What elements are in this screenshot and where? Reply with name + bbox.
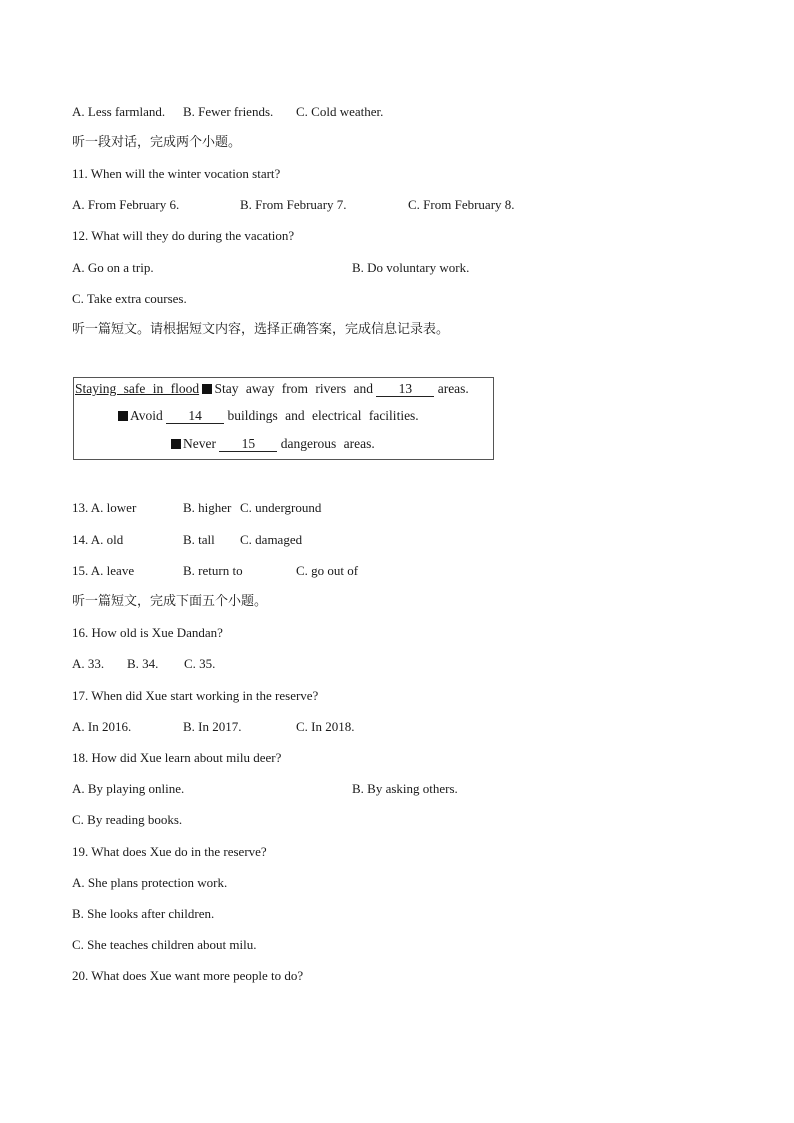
q13-option-c: C. underground — [240, 500, 322, 515]
q17-option-b: B. In 2017. — [183, 719, 242, 734]
q12-option-b: B. Do voluntary work. — [352, 260, 470, 275]
q13-option-b: B. higher — [183, 500, 232, 515]
q17-question: 17. When did Xue start working in the reserve? — [72, 688, 319, 703]
blank-15: 15 — [219, 436, 277, 452]
q11-option-a: A. From February 6. — [72, 197, 180, 212]
q13-option-a: 13. A. lower — [72, 500, 137, 515]
q15-option-c: C. go out of — [296, 563, 359, 578]
q15-option-b: B. return to — [183, 563, 243, 578]
table-row-1 — [75, 381, 469, 397]
bullet-square-icon — [118, 411, 128, 421]
q17-option-c: C. In 2018. — [296, 719, 355, 734]
table-row-2 — [118, 408, 419, 424]
q14-option-c: C. damaged — [240, 532, 303, 547]
section-dialog-instruction: 听一段对话，完成两个小题。 — [72, 135, 242, 150]
row2-post: buildings and electrical facilities. — [227, 408, 419, 423]
section-five-instruction: 听一篇短文，完成下面五个小题。 — [72, 594, 268, 609]
row2-pre: Avoid — [130, 408, 163, 423]
q14-option-b: B. tall — [183, 532, 215, 547]
blank-14: 14 — [166, 408, 224, 424]
q19-question: 19. What does Xue do in the reserve? — [72, 844, 267, 859]
q12-option-c: C. Take extra courses. — [72, 291, 187, 306]
q18-option-b: B. By asking others. — [352, 781, 458, 796]
table-row-3 — [171, 436, 375, 452]
q10-option-b: B. Fewer friends. — [183, 104, 274, 119]
q10-option-c: C. Cold weather. — [296, 104, 384, 119]
q12-question: 12. What will they do during the vacation? — [72, 228, 295, 243]
q20-question: 20. What does Xue want more people to do? — [72, 968, 304, 983]
bullet-square-icon — [171, 439, 181, 449]
q16-question: 16. How old is Xue Dandan? — [72, 625, 223, 640]
q19-option-b: B. She looks after children. — [72, 906, 215, 921]
q14-option-a: 14. A. old — [72, 532, 124, 547]
row1-post: areas. — [437, 381, 469, 396]
row1-pre: Stay away from rivers and — [214, 381, 373, 396]
q11-question: 11. When will the winter vocation start? — [72, 166, 281, 181]
row3-pre: Never — [183, 436, 216, 451]
q19-option-a: A. She plans protection work. — [72, 875, 228, 890]
q11-option-b: B. From February 7. — [240, 197, 347, 212]
q15-option-a: 15. A. leave — [72, 563, 135, 578]
q19-option-c: C. She teaches children about milu. — [72, 937, 257, 952]
q16-option-c: C. 35. — [184, 656, 216, 671]
section-table-instruction: 听一篇短文。请根据短文内容，选择正确答案，完成信息记录表。 — [72, 322, 450, 337]
q18-option-c: C. By reading books. — [72, 812, 183, 827]
table-title: Staying safe in flood — [75, 381, 200, 396]
q10-option-a: A. Less farmland. — [72, 104, 166, 119]
q18-question: 18. How did Xue learn about milu deer? — [72, 750, 282, 765]
q12-option-a: A. Go on a trip. — [72, 260, 154, 275]
q11-option-c: C. From February 8. — [408, 197, 515, 212]
info-record-table — [73, 377, 494, 460]
q18-option-a: A. By playing online. — [72, 781, 185, 796]
q16-option-a: A. 33. — [72, 656, 105, 671]
q17-option-a: A. In 2016. — [72, 719, 132, 734]
blank-13: 13 — [376, 381, 434, 397]
q16-option-b: B. 34. — [127, 656, 159, 671]
row3-post: dangerous areas. — [280, 436, 375, 451]
bullet-square-icon — [202, 384, 212, 394]
